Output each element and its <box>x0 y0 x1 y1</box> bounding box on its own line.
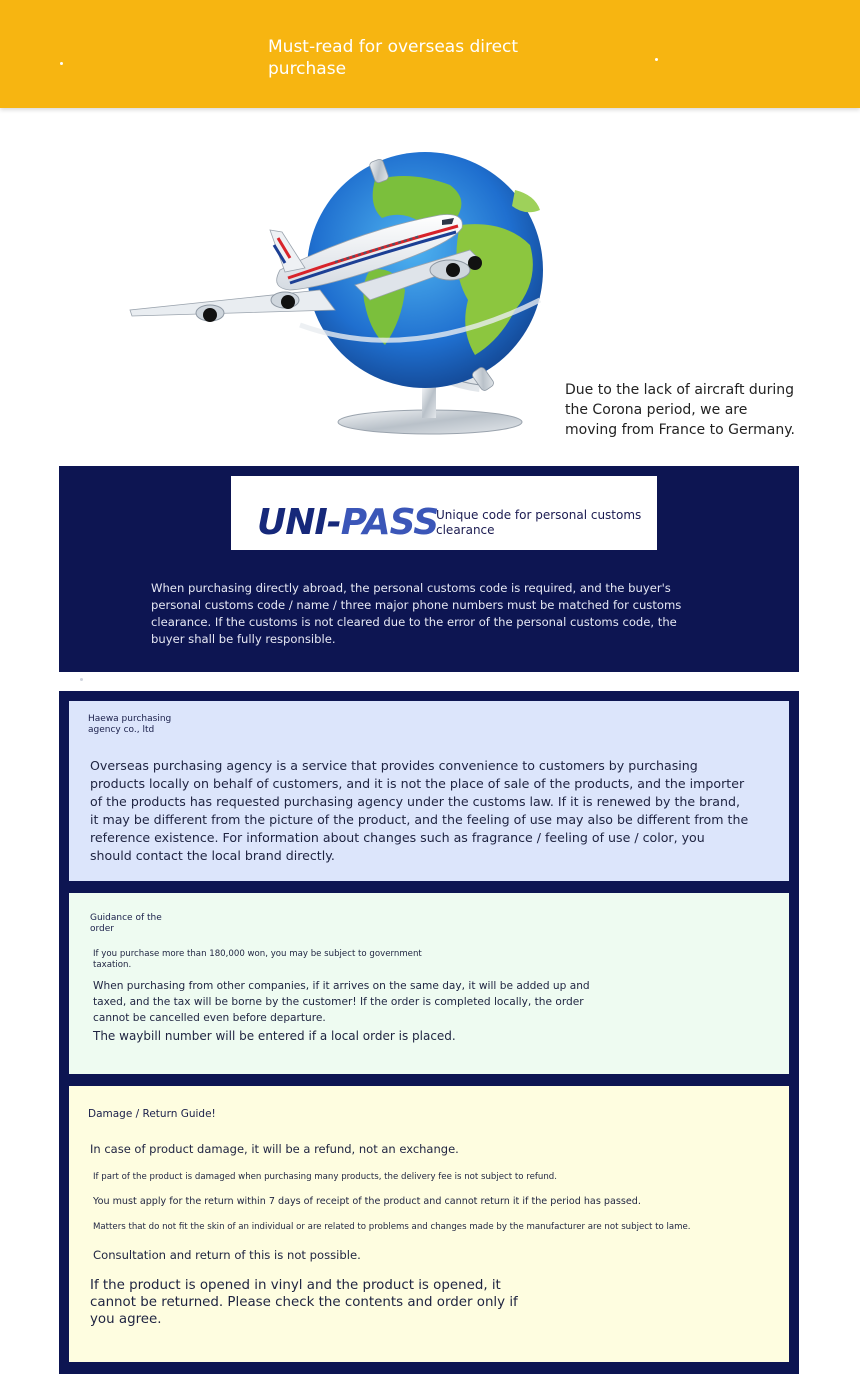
page-title: Must-read for overseas direct purchase <box>268 37 519 79</box>
relocation-notice: Due to the lack of aircraft during the Corona period, we are moving from France to Germany. <box>565 382 795 438</box>
return-guide-label: Damage / Return Guide! <box>88 1108 216 1120</box>
order-tax-notice: If you purchase more than 180,000 won, you may be subject to government taxation. <box>93 949 422 970</box>
decor-dot <box>655 58 658 61</box>
order-guide-label: Guidance of the order <box>90 913 162 934</box>
customs-notice: When purchasing directly abroad, the personal customs code is required, and the buyer's personal customs code / name / three major phone numbers must be matched for customs clearance. If the customs is not cleared due to the error of the personal customs code, the buyer shall be fully responsible. <box>151 581 682 646</box>
return-consultation-notice: Consultation and return of this is not possible. <box>93 1248 361 1262</box>
decor-dot <box>60 62 63 65</box>
globe-airplane-illustration <box>120 150 580 440</box>
unipass-logo: UNI-PASS <box>257 502 439 543</box>
agency-card <box>69 701 789 881</box>
return-exclusion-notice: Matters that do not fit the skin of an individual or are related to problems and changes made by the manufacturer are not subject to lame. <box>93 1222 691 1232</box>
agency-label: Haewa purchasing agency co., ltd <box>88 714 172 735</box>
unipass-caption: Unique code for personal customs clearance <box>436 508 642 537</box>
unipass-banner <box>231 476 657 550</box>
return-guide-card <box>69 1086 789 1362</box>
header-banner <box>0 0 860 108</box>
return-period-notice: You must apply for the return within 7 days of receipt of the product and cannot return it if the period has passed. <box>93 1196 641 1207</box>
return-damage-notice: In case of product damage, it will be a refund, not an exchange. <box>90 1142 459 1156</box>
order-guide-card <box>69 893 789 1074</box>
decor-dot <box>80 678 83 681</box>
customs-panel <box>59 466 799 672</box>
return-delivery-fee-notice: If part of the product is damaged when purchasing many products, the delivery fee is not subject to refund. <box>93 1172 557 1182</box>
info-panel <box>59 691 799 1374</box>
agency-notice: Overseas purchasing agency is a service that provides convenience to customers by purchasing products locally on behalf of customers, and it is not the place of sale of the products, and the importer of the products has requested purchasing agency under the customs law. If it is renewed by the brand, it may be different from the picture of the product, and the feeling of use may also be different from the reference existence. For information about changes such as fragrance / feeling of use / color, you should contact the local brand directly. <box>90 758 749 863</box>
return-opened-notice: If the product is opened in vinyl and the product is opened, it cannot be returned. Please check the contents and order only if you agree. <box>90 1278 518 1327</box>
order-combined-tax-notice: When purchasing from other companies, if it arrives on the same day, it will be added up and taxed, and the tax will be borne by the customer! If the order is completed locally, the order cannot be cancelled even before departure. <box>93 980 590 1024</box>
order-waybill-notice: The waybill number will be entered if a local order is placed. <box>93 1029 456 1043</box>
